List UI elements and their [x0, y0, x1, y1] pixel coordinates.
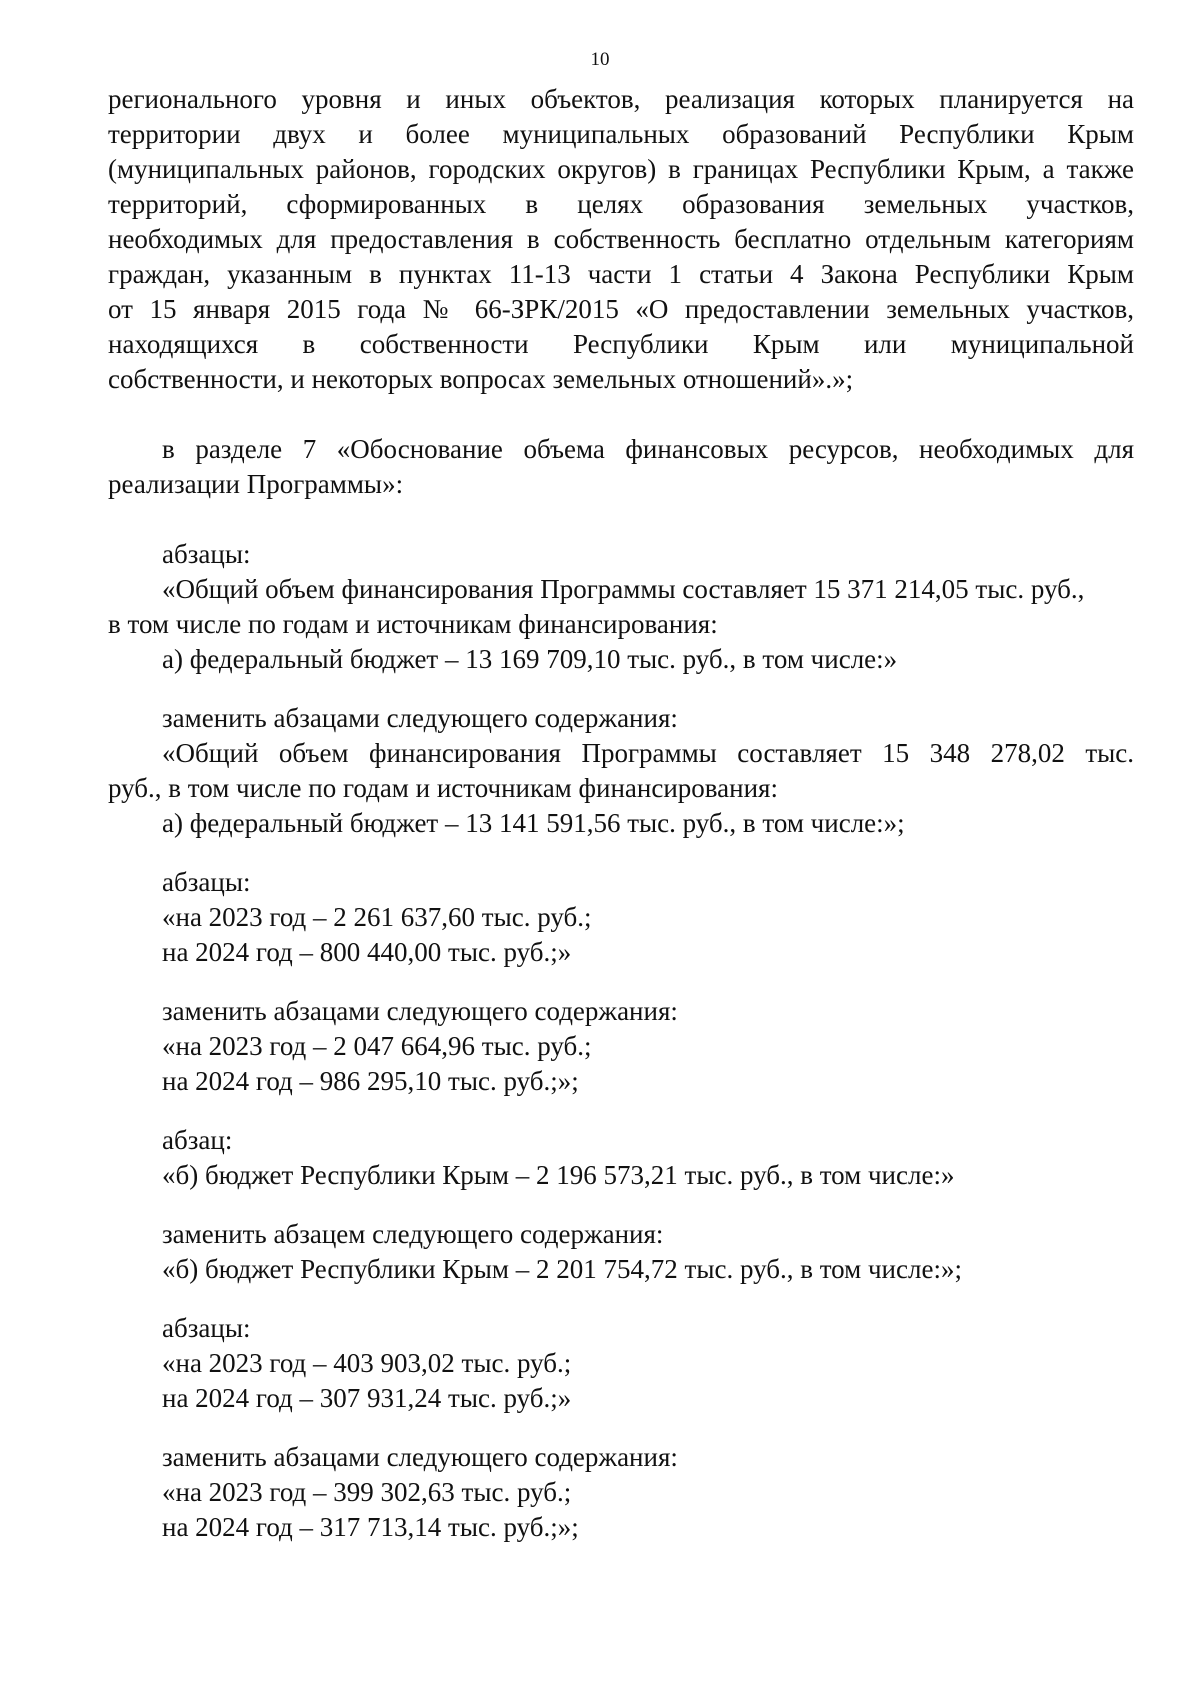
text-line: находящихся в собственности Республики Крым или муниципальной	[108, 329, 1134, 359]
amendment-new-total	[108, 701, 1134, 841]
block-label: абзацы:	[162, 867, 251, 897]
text-line: а) федеральный бюджет – 13 141 591,56 тыс. руб., в том числе:»;	[162, 808, 905, 838]
text-line: на 2024 год – 800 440,00 тыс. руб.;»	[162, 937, 572, 967]
block-label: абзацы:	[162, 1313, 251, 1343]
block-label: заменить абзацами следующего содержания:	[162, 996, 678, 1026]
text-line: а) федеральный бюджет – 13 169 709,10 тыс. руб., в том числе:»	[162, 644, 898, 674]
text-line: территорий, сформированных в целях образования земельных участков,	[108, 189, 1134, 219]
text-line: «на 2023 год – 2 047 664,96 тыс. руб.;	[162, 1031, 592, 1061]
block-label: абзац:	[162, 1125, 233, 1155]
text-line: «на 2023 год – 403 903,02 тыс. руб.;	[162, 1348, 572, 1378]
text-line: граждан, указанным в пунктах 11-13 части 1 статьи 4 Закона Республики Крым	[108, 259, 1134, 289]
amendment-new-federal-years	[108, 994, 1134, 1099]
text-line: необходимых для предоставления в собственность бесплатно отдельным категориям	[108, 224, 1134, 254]
text-line: регионального уровня и иных объектов, реализация которых планируется на	[108, 84, 1134, 114]
amendment-new-regional-budget	[108, 1217, 1134, 1287]
text-line: «б) бюджет Республики Крым – 2 201 754,72 тыс. руб., в том числе:»;	[162, 1254, 962, 1284]
text-line: реализации Программы»:	[108, 469, 404, 499]
text-line: (муниципальных районов, городских округов) в границах Республики Крым, а также	[108, 154, 1134, 184]
text-line: на 2024 год – 986 295,10 тыс. руб.;»;	[162, 1066, 579, 1096]
amendment-new-regional-years	[108, 1440, 1134, 1545]
text-line: «Общий объем финансирования Программы составляет 15 348 278,02 тыс.	[162, 738, 1134, 768]
text-line: от 15 января 2015 года № 66-ЗРК/2015 «О предоставлении земельных участков,	[108, 294, 1134, 324]
amendment-old-total	[108, 537, 1134, 677]
block-label: заменить абзацами следующего содержания:	[162, 703, 678, 733]
text-line: на 2024 год – 317 713,14 тыс. руб.;»;	[162, 1512, 579, 1542]
paragraph-section-7	[108, 432, 1134, 502]
text-line: руб., в том числе по годам и источникам финансирования:	[108, 773, 778, 803]
paragraph-continuation	[108, 82, 1134, 397]
text-line: территории двух и более муниципальных образований Республики Крым	[108, 119, 1134, 149]
amendment-old-regional-budget	[108, 1123, 1134, 1193]
page-number: 10	[590, 49, 610, 70]
text-line: «б) бюджет Республики Крым – 2 196 573,21 тыс. руб., в том числе:»	[162, 1160, 955, 1190]
text-line: собственности, и некоторых вопросах земельных отношений».»;	[108, 364, 854, 394]
text-line: в том числе по годам и источникам финансирования:	[108, 609, 718, 639]
text-line: «на 2023 год – 399 302,63 тыс. руб.;	[162, 1477, 572, 1507]
document-body	[108, 82, 1134, 1545]
text-line: на 2024 год – 307 931,24 тыс. руб.;»	[162, 1383, 572, 1413]
block-label: абзацы:	[162, 539, 251, 569]
amendment-old-regional-years	[108, 1311, 1134, 1416]
block-label: заменить абзацами следующего содержания:	[162, 1442, 678, 1472]
block-label: заменить абзацем следующего содержания:	[162, 1219, 664, 1249]
text-line: в разделе 7 «Обоснование объема финансовых ресурсов, необходимых для	[162, 434, 1134, 464]
text-line: «на 2023 год – 2 261 637,60 тыс. руб.;	[162, 902, 592, 932]
amendment-old-federal-years	[108, 865, 1134, 970]
text-line: «Общий объем финансирования Программы составляет 15 371 214,05 тыс. руб.,	[162, 574, 1085, 604]
